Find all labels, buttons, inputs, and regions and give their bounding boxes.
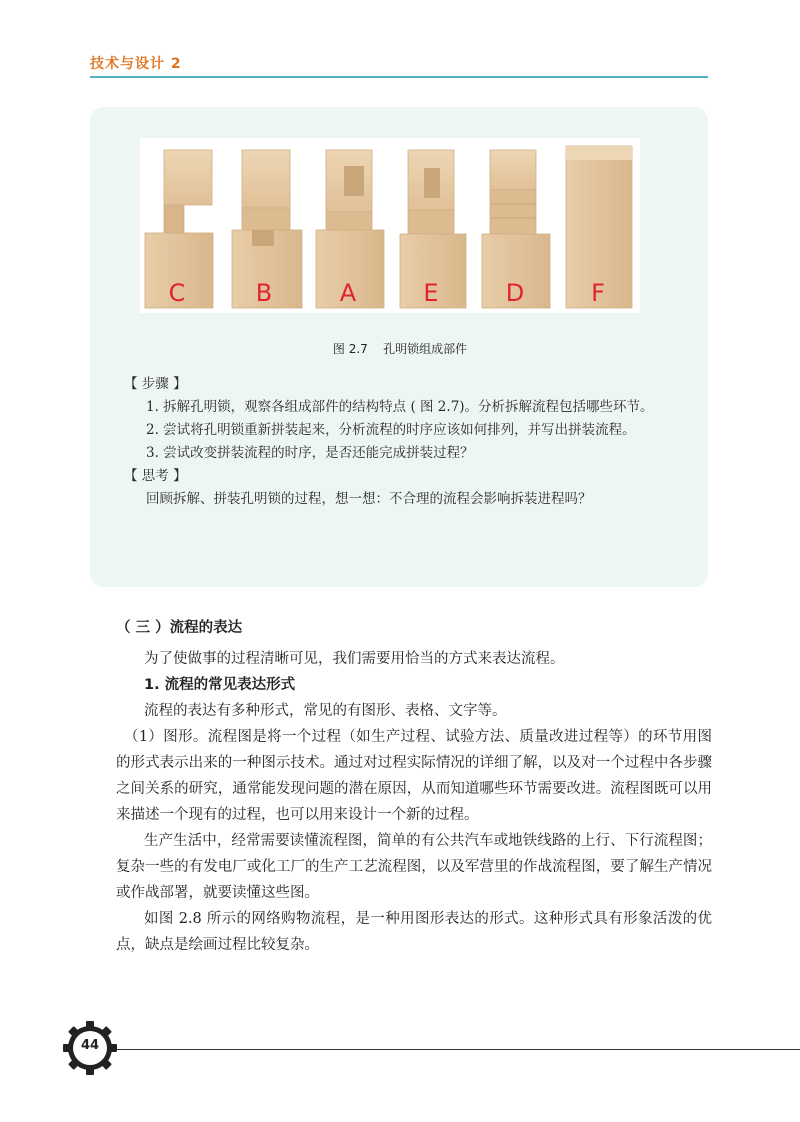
step-item: 1. 拆解孔明锁，观察各组成部件的结构特点 ( 图 2.7)。分析拆解流程包括哪些环节。 bbox=[146, 399, 654, 415]
piece-label-a: A bbox=[339, 279, 357, 307]
think-text: 回顾拆解、拼装孔明锁的过程，想一想：不合理的流程会影响拆装进程吗？ bbox=[146, 491, 592, 507]
figure-caption: 图 2.7 孔明锁组成部件 bbox=[332, 342, 468, 356]
body-paragraph: 流程的表达有多种形式，常见的有图形、表格、文字等。 bbox=[144, 703, 507, 719]
footer-rule bbox=[100, 1049, 800, 1050]
piece-label-d: D bbox=[505, 279, 525, 307]
subheading: 1. 流程的常见表达形式 bbox=[144, 677, 296, 693]
page-number: 44 bbox=[80, 1038, 100, 1053]
section-body bbox=[116, 646, 712, 958]
body-paragraph: （1）图形。流程图是将一个过程（如生产过程、试验方法、质量改进过程等）的环节用图的形式表示出来的一种图示技术。通过对过程实际情况的详细了解，以及对一个过程中各步骤之间关系的研究，通常能发现问题的潜在原因，从而知道哪些环节需要改进。流程图既可以用来描述一个现有的过程，也可以用来设计一个新的过程。 bbox=[116, 729, 712, 823]
piece-label-b: B bbox=[255, 279, 273, 307]
activity-text bbox=[118, 373, 683, 511]
header-rule bbox=[90, 76, 708, 78]
steps-heading: 【 步骤 】 bbox=[124, 376, 187, 392]
header-title: 技术与设计 2 bbox=[90, 56, 182, 72]
intro-paragraph: 为了使做事的过程清晰可见，我们需要用恰当的方式来表达流程。 bbox=[144, 651, 565, 667]
piece-label-e: E bbox=[423, 279, 439, 307]
piece-label-c: C bbox=[168, 279, 186, 307]
step-item: 2. 尝试将孔明锁重新拼装起来，分析流程的时序应该如何排列，并写出拼装流程。 bbox=[146, 422, 636, 438]
piece-label-f: F bbox=[591, 279, 605, 307]
kongming-lock-photo bbox=[140, 138, 640, 313]
body-paragraph: 生产生活中，经常需要读懂流程图，简单的有公共汽车或地铁线路的上行、下行流程图；复杂一些的有发电厂或化工厂的生产工艺流程图，以及军营里的作战流程图，要了解生产情况或作战部署，就要读懂这些图。 bbox=[116, 833, 712, 901]
body-paragraph: 如图 2.8 所示的网络购物流程，是一种用图形表达的形式。这种形式具有形象活泼的优点，缺点是绘画过程比较复杂。 bbox=[116, 911, 712, 953]
section-heading: （ 三 ）流程的表达 bbox=[116, 620, 243, 636]
think-heading: 【 思考 】 bbox=[124, 468, 187, 484]
step-item: 3. 尝试改变拼装流程的时序，是否还能完成拼装过程？ bbox=[146, 445, 474, 461]
